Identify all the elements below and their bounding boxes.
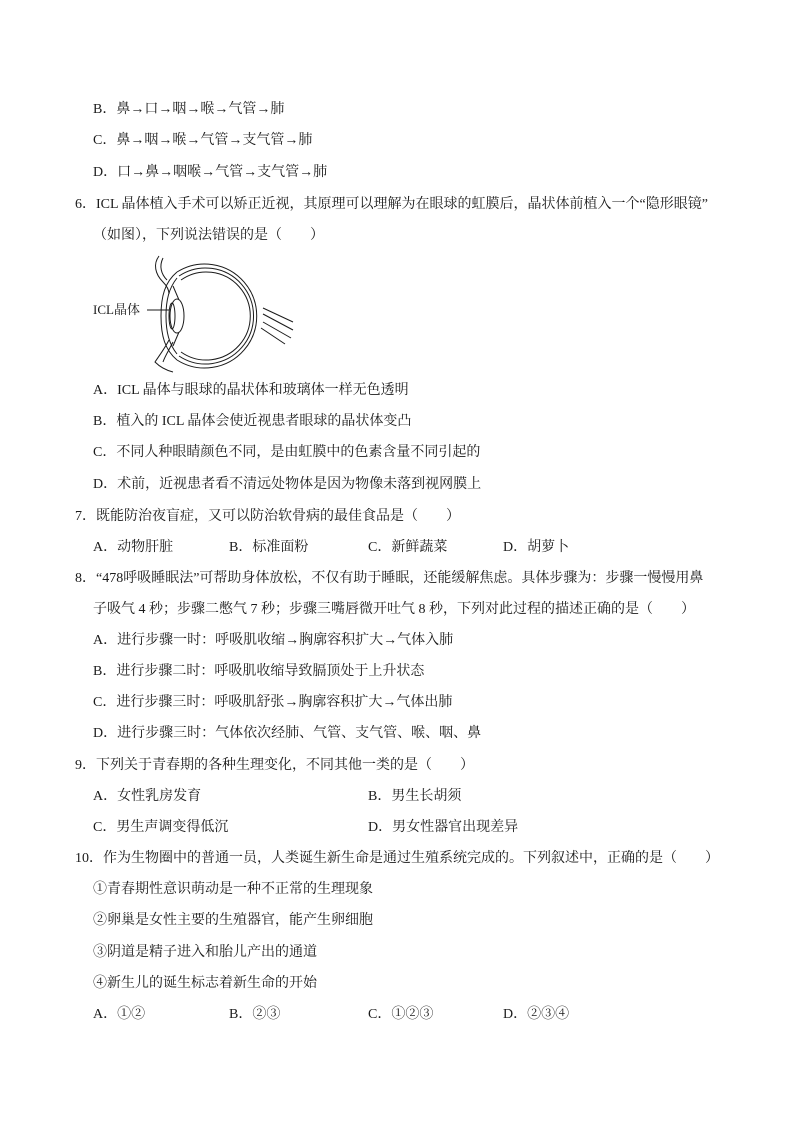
q6-option-b: B．植入的 ICL 晶体会使近视患者眼球的晶状体变凸 bbox=[93, 414, 412, 429]
q8-option-b: B．进行步骤二时：呼吸肌收缩导致膈顶处于上升状态 bbox=[93, 664, 425, 679]
q9-option-a: A．女性乳房发育 bbox=[93, 789, 202, 804]
optic-nerve-bottom bbox=[261, 328, 285, 344]
optic-nerve-middle bbox=[263, 314, 293, 330]
q10-statement-3: ③阴道是精子进入和胎儿产出的通道 bbox=[93, 945, 317, 960]
q10-statement-1: ①青春期性意识萌动是一种不正常的生理现象 bbox=[93, 882, 373, 897]
q10-statement-2: ②卵巢是女性主要的生殖器官，能产生卵细胞 bbox=[93, 913, 373, 928]
iris-lower bbox=[173, 332, 179, 346]
upper-eyelid bbox=[156, 256, 169, 294]
q8-option-d: D．进行步骤三时：气体依次经肺、气管、支气管、喉、咽、鼻 bbox=[93, 726, 482, 741]
retina-layer bbox=[181, 272, 250, 360]
q8-option-a: A．进行步骤一时：呼吸肌收缩→胸廓容积扩大→气体入肺 bbox=[93, 633, 454, 648]
sclera-outer bbox=[177, 264, 257, 368]
q6-option-d: D．术前，近视患者看不清远处物体是因为物像未落到视网膜上 bbox=[93, 477, 482, 492]
iris-upper bbox=[173, 286, 179, 300]
q10-stem: 10．作为生物圈中的普通一员，人类诞生新生命是通过生殖系统完成的。下列叙述中，正确的是（ ） bbox=[75, 851, 719, 866]
q8-stem-line1: 8．“478呼吸睡眠法”可帮助身体放松，不仅有助于睡眠，还能缓解焦虑。具体步骤为：步骤一慢慢用鼻 bbox=[75, 571, 704, 586]
q9-option-c: C．男生声调变得低沉 bbox=[93, 820, 229, 835]
q6-option-c: C．不同人种眼睛颜色不同，是由虹膜中的色素含量不同引起的 bbox=[93, 445, 481, 460]
eye-diagram bbox=[93, 252, 298, 377]
q7-stem: 7．既能防治夜盲症，又可以防治软骨病的最佳食品是（ ） bbox=[75, 509, 460, 524]
lower-eyelid bbox=[155, 340, 173, 372]
q6-stem-line2: （如图），下列说法错误的是（ ） bbox=[93, 228, 324, 243]
q6-stem-line1: 6．ICL 晶体植入手术可以矫正近视，其原理可以理解为在眼球的虹膜后，晶状体前植入一个“隐形眼镜” bbox=[75, 197, 708, 212]
upper-eyelid-inner bbox=[161, 258, 167, 280]
q10-option-a: A．①② bbox=[93, 1007, 146, 1022]
q10-option-d: D．②③④ bbox=[503, 1007, 570, 1022]
q7-option-a: A．动物肝脏 bbox=[93, 540, 174, 555]
q6-option-a: A．ICL 晶体与眼球的晶状体和玻璃体一样无色透明 bbox=[93, 383, 409, 398]
lens bbox=[170, 299, 184, 333]
q5-option-d: D．口→鼻→咽喉→气管→支气管→肺 bbox=[93, 165, 328, 180]
q7-option-c: C．新鲜蔬菜 bbox=[368, 540, 448, 555]
q10-option-b: B．②③ bbox=[229, 1007, 281, 1022]
sclera-middle bbox=[179, 268, 254, 364]
optic-nerve-lower bbox=[263, 322, 291, 338]
q7-option-d: D．胡萝卜 bbox=[503, 540, 570, 555]
q8-option-c: C．进行步骤三时：呼吸肌舒张→胸廓容积扩大→气体出肺 bbox=[93, 695, 453, 710]
icl-label: ICL晶体 bbox=[93, 302, 140, 317]
q8-stem-line2: 子吸气 4 秒；步骤二憋气 7 秒；步骤三嘴唇微开吐气 8 秒，下列对此过程的描述正确的是（ ） bbox=[93, 602, 695, 617]
optic-nerve-upper bbox=[263, 308, 293, 322]
q9-option-d: D．男女性器官出现差异 bbox=[368, 820, 519, 835]
q10-statement-4: ④新生儿的诞生标志着新生命的开始 bbox=[93, 976, 317, 991]
q9-stem: 9．下列关于青春期的各种生理变化，不同其他一类的是（ ） bbox=[75, 758, 474, 773]
q10-option-c: C．①②③ bbox=[368, 1007, 434, 1022]
q5-option-c: C．鼻→咽→喉→气管→支气管→肺 bbox=[93, 133, 313, 148]
q9-option-b: B．男生长胡须 bbox=[368, 789, 462, 804]
q7-option-b: B．标准面粉 bbox=[229, 540, 309, 555]
q5-option-b: B．鼻→口→咽→喉→气管→肺 bbox=[93, 102, 285, 117]
